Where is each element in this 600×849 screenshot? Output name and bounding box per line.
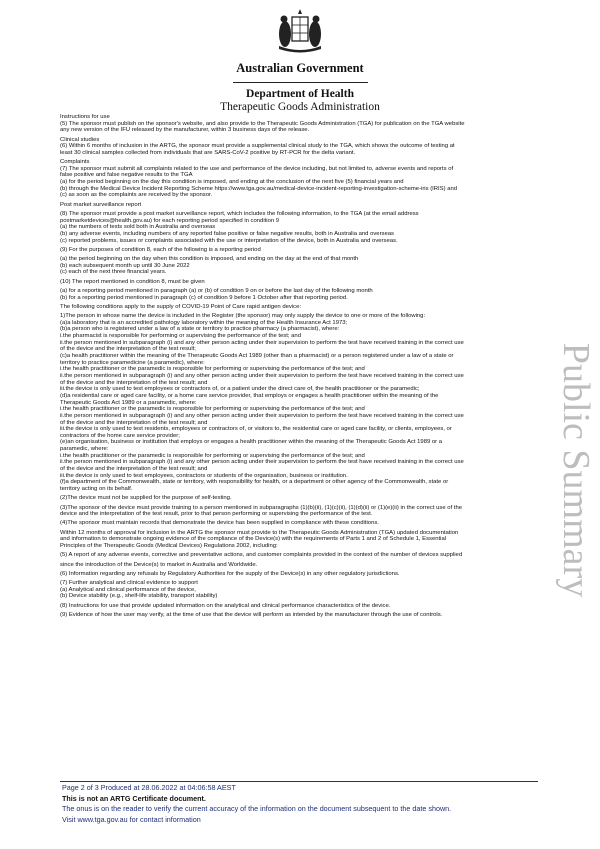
body-line: (10) The report mentioned in condition 8, must be given	[60, 278, 205, 285]
body-line: (6) Information regarding any refusals by Regulatory Authorities for the supply of the Device(s) in any other regulatory jurisdictions.	[60, 570, 400, 577]
body-line: least 30 clinical samples collected from individuals that are SARS-CoV-2 positive by RT-PCR for the delta variant.	[60, 149, 356, 156]
body-line: paramedic, where:	[60, 446, 109, 453]
body-line: (3)The sponsor of the device must provide training to a person mentioned in subparagraphs (1)(b)(ii), (1)(c)(ii), (1)(d)(ii) or (1)(e)(ii) in the correct use of the	[60, 504, 463, 511]
body-line: (7) The sponsor must submit all complaints related to the use and performance of the device including, but not limited to, adverse events and reports of	[60, 165, 454, 172]
body-line: territory to practice paramedicine (a paramedic), where:	[60, 359, 205, 366]
agency-name: Therapeutic Goods Administration	[220, 101, 380, 113]
body-line: of the device and the interpretation of the test result;	[60, 346, 196, 353]
body-line: (9) Evidence of how the user may verify, at the time of use that the device will perform as intended by the manufacturer through the use of controls.	[60, 611, 443, 618]
coat-of-arms-icon	[275, 8, 325, 54]
body-line: false positive and false negative results to the TGA	[60, 172, 193, 179]
body-line: (7) Further analytical and clinical evidence to support	[60, 580, 198, 587]
body-line: (d)a residential care or aged care facility, or a home care service provider, that employs or engages a health practitioner within the meaning of the	[60, 392, 439, 399]
government-name: Australian Government	[236, 61, 364, 75]
body-line: device and the interpretation of the test result, prior to that person performing or supervising the performance of the test.	[60, 511, 373, 518]
body-line: ii.the person mentioned in subparagraph (i) and any other person acting under their supervision to perform the test have received training in the correct use	[60, 372, 464, 379]
body-line: (a) Analytical and clinical performance of the device,	[60, 586, 196, 593]
body-line: (5) A report of any adverse events, corrective and preventative actions, and customer complaints provided in the context of the number of devices supplied	[60, 552, 463, 559]
certificate-disclaimer: This is not an ARTG Certificate document.	[62, 793, 206, 803]
body-line: (a)a laboratory that is an accredited pathology laboratory within the meaning of the Health Insurance Act 1973;	[60, 319, 348, 326]
body-line: (c)a health practitioner within the meaning of the Therapeutic Goods Act 1989 (other than a pharmacist) or a person registered under a law of a state or	[60, 352, 454, 359]
body-line: of the device and the interpretation of the test result; and	[60, 379, 208, 386]
footer-divider	[60, 781, 538, 782]
page-footer	[62, 783, 552, 825]
body-line: (a) for the period beginning on the day this condition is imposed, and ending at the conclusion of the next five (5) financial years and	[60, 179, 404, 186]
body-line: Within 12 months of approval for inclusion in the ARTG the sponsor must provide to the Therapeutic Goods Administration (TGA) updated documentation	[60, 529, 459, 536]
body-line: territory acting on its behalf.	[60, 486, 133, 493]
body-line: (b) Device stability (e.g., shelf-life stability, transport stability)	[60, 593, 218, 600]
body-line: (8) The sponsor must provide a post market surveillance report, which includes the following information, to the TGA (at the email address	[60, 210, 419, 217]
body-line: 1)The person in whose name the device is included in the Register (the sponsor) may only supply the device to one or more of the following:	[60, 313, 426, 319]
body-line: i.the pharmacist is responsible for performing or supervising the performance of the test; and	[60, 332, 301, 339]
body-line: (b) each subsequent month up until 30 June 2022	[60, 262, 190, 269]
body-line: i.the health practitioner or the paramedic is responsible for performing or supervising the performance of the test; and	[60, 406, 365, 413]
body-line: (4)The sponsor must maintain records that demonstrate the device has been supplied in compliance with these conditions.	[60, 520, 379, 527]
body-line: (b) for a reporting period mentioned in paragraph (c) of condition 9 before 1 October after that reporting period.	[60, 294, 348, 301]
body-line: (f)a department of the Commonwealth, state or territory, with responsibility for health, or a department or other agency of the Commonwealth, state or	[60, 479, 449, 486]
body-line: of the device and the interpretation of the test result; and	[60, 466, 208, 473]
body-line: ii.the person mentioned in subparagraph (i) and any other person acting under their supervision to perform the test have received training in the correct use	[60, 459, 464, 466]
body-line: (5) The sponsor must publish on the sponsor's website, and also provide to the Therapeutic Goods Administration (TGA) for publication on the TGA website	[60, 120, 465, 127]
body-line: (6) Within 6 months of inclusion in the ARTG, the sponsor must provide a supplemental clinical study to the TGA, which shows the outcome of testing at	[60, 143, 455, 150]
page-info: Page 2 of 3 Produced at 28.06.2022 at 04:06:58 AEST	[62, 783, 236, 792]
body-line: postmarketdevices@health.gov.au) for each reporting period specified in condition 9	[60, 217, 280, 224]
body-line: i.the health practitioner or the paramedic is responsible for performing or supervising the performance of the test; and	[60, 366, 365, 373]
body-line: (b) through the Medical Device Incident Reporting Scheme https://www.tga.gov.au/medical-device-incident-reporting-investigation-scheme-iris (IRIS) and	[60, 185, 458, 192]
body-line: Instructions for use	[60, 114, 110, 120]
page-header	[0, 8, 600, 113]
body-line: (8) Instructions for use that provide updated information on the analytical and clinical performance characteristics of the device.	[60, 602, 391, 609]
body-line: (2)The device must not be supplied for the purpose of self-testing.	[60, 495, 232, 502]
accuracy-notice: The onus is on the reader to verify the current accuracy of the information on the document subsequent to the date shown.	[62, 804, 452, 814]
body-line: (b)a person who is registered under a law of a state or territory to practice pharmacy (a pharmacist), where:	[60, 326, 340, 333]
body-line: (9) For the purposes of condition 8, each of the following is a reporting period	[60, 246, 261, 253]
body-line: (c) as soon as the complaints are received by the sponsor.	[60, 192, 213, 199]
contact-link[interactable]: Visit www.tga.gov.au for contact information	[62, 814, 201, 824]
body-line: The following conditions apply to the supply of COVID-19 Point of Care rapid antigen device:	[60, 303, 301, 310]
department-name: Department of Health	[246, 88, 354, 100]
body-line: and information to demonstrate ongoing evidence of the compliance of the Device(s) with the requirements of Parts 1 and 2 of Schedule 1, Essential	[60, 536, 447, 543]
body-line: any new version of the IFU released by the manufacturer, within 3 business days of the release.	[60, 127, 310, 134]
body-line: Principles of the Therapeutic Goods (Medical Devices) Regulations 2002, including:	[60, 543, 278, 550]
body-line: since the introduction of the Device(s) to market in Australia and Worldwide.	[60, 561, 258, 568]
document-body	[60, 114, 552, 619]
body-line: Clinical studies	[60, 136, 100, 143]
body-line: contractors of the home care service provider;	[60, 432, 180, 439]
body-line: i.the health practitioner or the paramedic is responsible for performing or supervising the performance of the test; and	[60, 452, 365, 459]
body-line: Therapeutic Goods Act 1989 or a paramedic, where:	[60, 399, 197, 406]
body-line: ii.the person mentioned in subparagraph (i) and any other person acting under their supervision to perform the test have received training in the correct use	[60, 339, 464, 346]
body-line: iii.the device is only used to test residents, employees or contractors of, or visitors to, the residential care or aged care facility, or clients, employees, or	[60, 426, 452, 433]
body-line: (b) any adverse events, including numbers of any reported false positive or false negative results, both in Australia and overseas	[60, 230, 394, 237]
body-line: (a) the numbers of tests sold both in Australia and overseas	[60, 224, 216, 231]
body-line: of the device and the interpretation of the test result; and	[60, 419, 208, 426]
body-line: (c) each of the next three financial years.	[60, 269, 167, 276]
body-line: iii.the device is only used to test employees, contractors or students of the organisation, business or institution.	[60, 472, 348, 479]
header-divider	[233, 82, 368, 83]
watermark-text: Public Summary	[555, 342, 597, 598]
body-line: (c) reported problems, issues or complaints associated with the use or interpretation of the device, both in Australia and overseas.	[60, 237, 398, 244]
body-line: ii.the person mentioned in subparagraph (i) and any other person acting under their supervision to perform the test have received training in the correct use	[60, 412, 464, 419]
body-line: (a) for a reporting period mentioned in paragraph (a) or (b) of condition 9 on or before the last day of the following month	[60, 287, 373, 294]
body-line: iii.the device is only used to test employees or contractors of, or a patient under the direct care of, the health practitioner or the paramedic;	[60, 386, 420, 393]
body-line: Complaints	[60, 159, 90, 166]
body-line: (e)an organisation, business or institution that employs or engages a health practitioner within the meaning of the Therapeutic Goods Act 1989 or a	[60, 439, 443, 446]
body-line: (a) the period beginning on the day when this condition is imposed, and ending on the day at the end of that month	[60, 256, 359, 263]
body-line: Post market surveillance report	[60, 201, 142, 208]
